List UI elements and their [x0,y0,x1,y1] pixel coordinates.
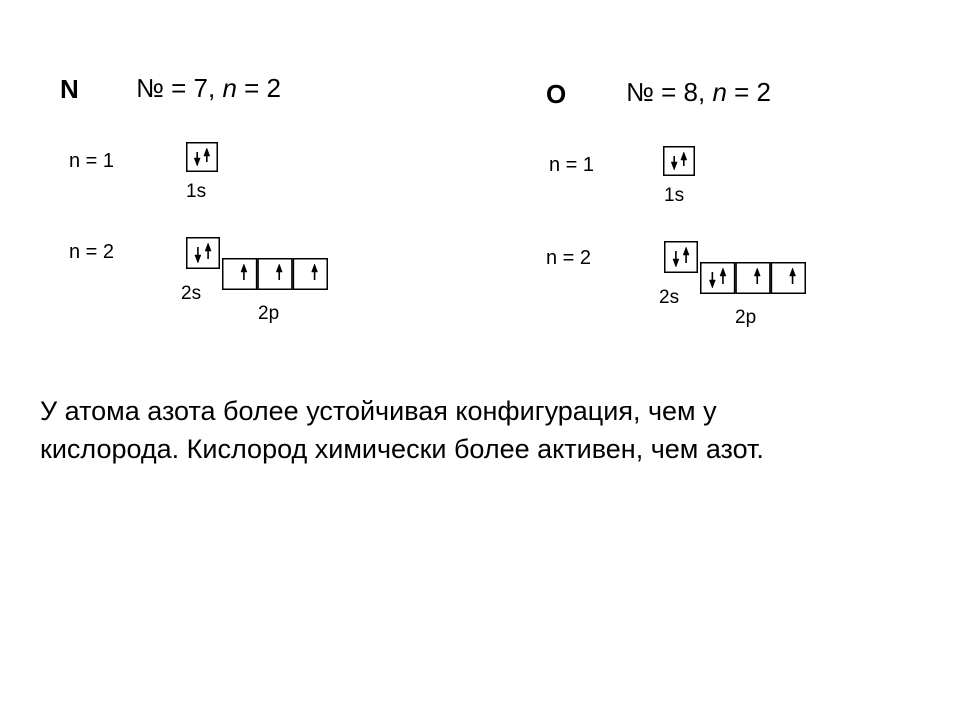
oxygen-orbital-2p-label: 2p [735,307,757,328]
oxygen-number: № = 8, [626,77,713,107]
nitrogen-2s-cell-box [187,238,220,269]
nitrogen-number: № = 7, [136,73,223,103]
nitrogen-1s-cell-box [187,143,218,172]
conclusion-text [40,392,940,468]
nitrogen-2p-cells-3-box [293,259,327,290]
nitrogen-2s-cell-down-arrow [195,247,201,263]
nitrogen-2p-cells-2-up-arrow [276,264,282,280]
nitrogen-orbital-2s-label: 2s [181,283,202,304]
nitrogen-2p-cells-2-box [258,259,292,290]
conclusion-line-2: кислорода. Кислород химически более активен, чем азот. [40,434,764,464]
nitrogen-n-value: = 2 [236,73,281,103]
oxygen-2p-cells-3-box [771,263,805,294]
nitrogen-orbital-2p-label: 2p [258,303,280,324]
oxygen-orbital-1s-label: 1s [664,185,685,206]
nitrogen-2s-cell [186,237,220,269]
oxygen-orbital-2s-label: 2s [659,287,680,308]
oxygen-2s-cell [664,241,698,273]
oxygen-2p-cells-1-box [701,263,735,294]
oxygen-2p-cells-2-box [736,263,770,294]
nitrogen-info [136,73,281,104]
oxygen-n-symbol: n [712,77,727,107]
nitrogen-symbol: N [60,74,79,104]
nitrogen-1s-cell-up-arrow [204,148,210,162]
nitrogen-orbital-1s-label: 1s [186,181,207,202]
nitrogen-2p-cells-1-box [223,259,257,290]
oxygen-1s-cell-box [664,147,695,176]
nitrogen-level1-label: n = 1 [69,150,115,172]
oxygen-2s-cell-box [665,242,698,273]
nitrogen-1s-cell-down-arrow [194,152,200,166]
nitrogen-n-symbol: n [222,73,237,103]
nitrogen-1s-cell [186,142,218,172]
nitrogen-2p-cells-1-up-arrow [241,264,247,280]
oxygen-n-value: = 2 [726,77,771,107]
nitrogen-level2-label: n = 2 [69,241,115,263]
oxygen-1s-cell-up-arrow [681,152,687,166]
oxygen-2p-cells-1-down-arrow [709,272,715,288]
nitrogen-2p-cells [222,258,328,290]
oxygen-symbol: O [546,79,567,109]
oxygen-2s-cell-up-arrow [683,247,689,263]
conclusion-line-1: У атома азота более устойчивая конфигурация, чем у [40,396,717,426]
nitrogen-2s-cell-up-arrow [205,243,211,259]
oxygen-2s-cell-down-arrow [673,251,679,267]
oxygen-1s-cell-down-arrow [671,156,677,170]
nitrogen-2p-cells-3-up-arrow [312,264,318,280]
oxygen-2p-cells-2-up-arrow [754,268,760,284]
oxygen-2p-cells-3-up-arrow [790,268,796,284]
oxygen-2p-cells-1-up-arrow [720,268,726,284]
oxygen-2p-cells [700,262,806,294]
oxygen-level1-label: n = 1 [549,154,595,176]
oxygen-level2-label: n = 2 [546,247,592,269]
oxygen-1s-cell [663,146,695,176]
oxygen-info [626,77,771,108]
